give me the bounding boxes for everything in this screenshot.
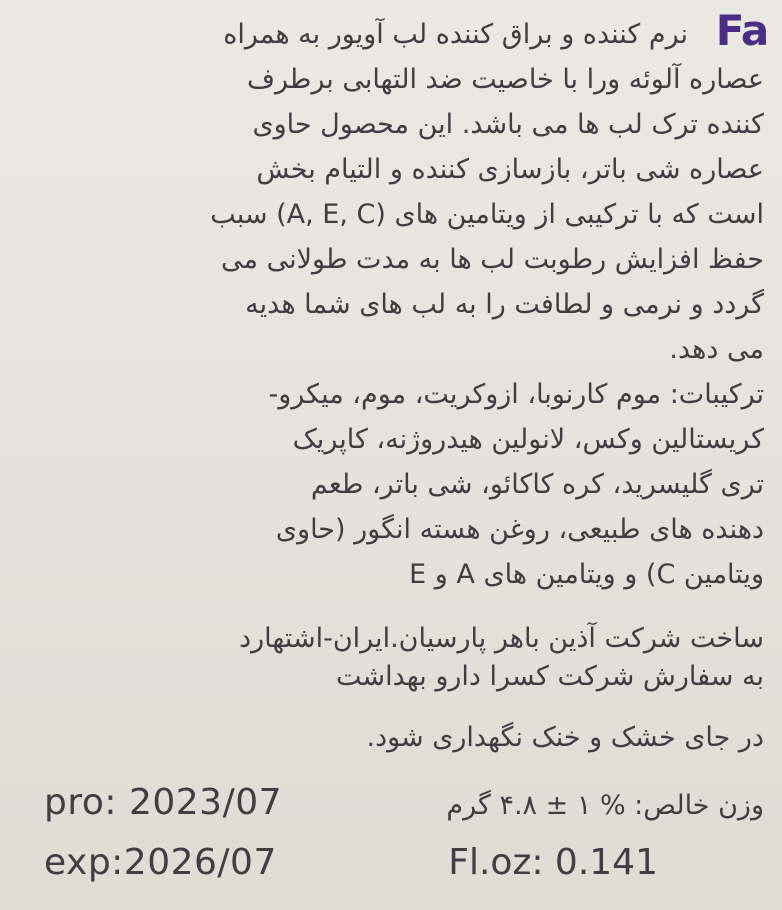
description-line: کننده ترک لب ها می باشد. این محصول حاوی	[252, 109, 764, 140]
description-line: عصاره آلوئه ورا با خاصیت ضد التهابی برطرف	[247, 64, 764, 95]
description-line: نرم کننده و براق کننده لب آویور به همراه	[223, 19, 688, 50]
ingredients-line: کریستالین وکس، لانولین هیدروژنه، کاپریک	[292, 424, 764, 455]
fluid-ounces: Fl.oz: 0.141	[448, 842, 658, 883]
expiry-date: exp:2026/07	[44, 842, 277, 883]
ingredients-line: ویتامین C) و ویتامین های A و E	[409, 559, 764, 590]
manufacturer-block	[20, 620, 764, 696]
production-date: pro: 2023/07	[44, 782, 283, 823]
ingredients-line: تری گلیسرید، کره کاکائو، شی باتر، طعم	[310, 469, 764, 500]
ingredients-line: دهنده های طبیعی، روغن هسته انگور (حاوی	[275, 514, 764, 545]
description-block	[20, 12, 764, 597]
net-weight: وزن خالص: % ۱ ± ۴.۸ گرم	[446, 790, 764, 821]
description-line: عصاره شی باتر، بازسازی کننده و التیام بخش	[256, 154, 764, 185]
manufacturer-line: به سفارش شرکت کسرا دارو بهداشت	[335, 661, 764, 692]
storage-instructions: در جای خشک و خنک نگهداری شود.	[366, 722, 764, 753]
ingredients-line: ترکیبات: موم کارنوبا، ازوکریت، موم، میکرو-	[268, 379, 764, 410]
description-line: حفظ افزایش رطوبت لب ها به مدت طولانی می	[221, 244, 764, 275]
description-line: می دهد.	[669, 334, 764, 365]
description-line: گردد و نرمی و لطافت را به لب های شما هدیه	[245, 289, 764, 320]
language-code: Fa	[715, 5, 769, 55]
manufacturer-line: ساخت شرکت آذین باهر پارسیان.ایران-اشتهارد	[239, 623, 764, 654]
description-line: است که با ترکیبی از ویتامین های (A, E, C) سبب	[210, 199, 764, 230]
